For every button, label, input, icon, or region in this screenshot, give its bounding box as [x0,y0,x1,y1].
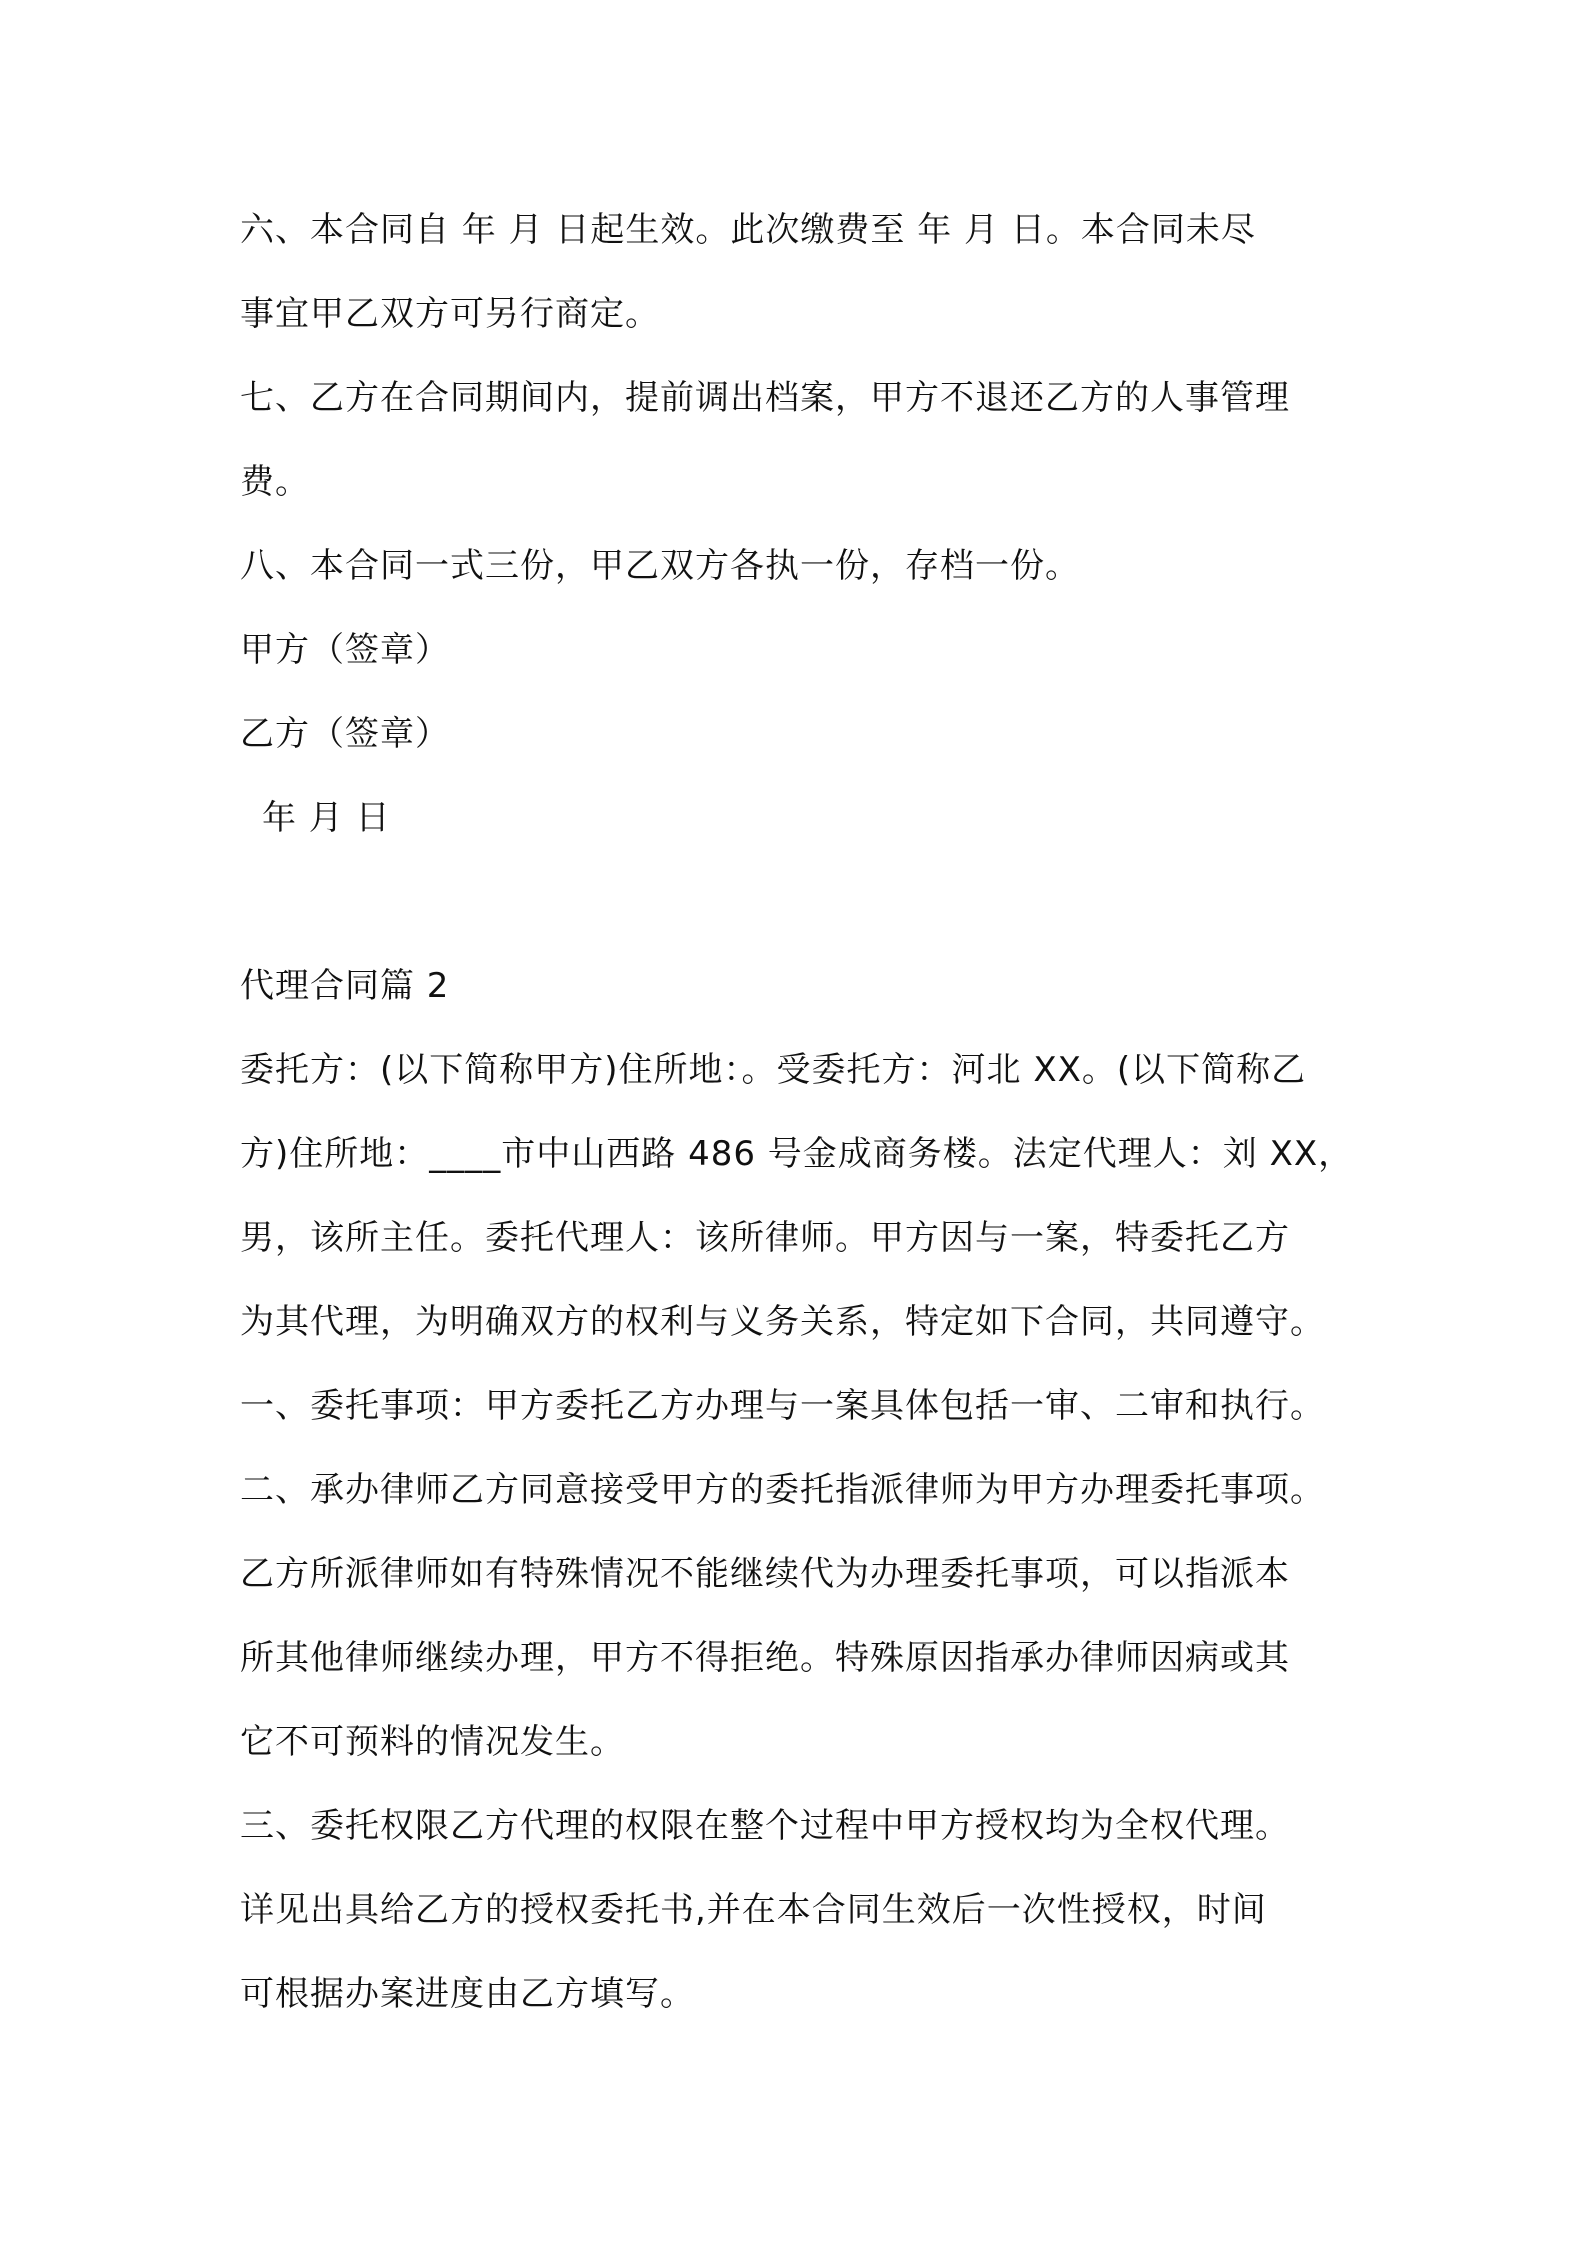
clause-1-line: 一、委托事项：甲方委托乙方办理与一案具体包括一审、二审和执行。 [240,1386,1325,1426]
paragraph-line: 委托方：(以下简称甲方)住所地：。受委托方：河北 XX。(以下简称乙 [240,1050,1307,1090]
clause-7-line-2: 费。 [240,462,310,502]
paragraph-line: 方)住所地：____市中山西路 486 号金成商务楼。法定代理人：刘 XX， [240,1134,1354,1174]
clause-3-line-3: 可根据办案进度由乙方填写。 [240,1974,695,2014]
clause-8-line: 八、本合同一式三份，甲乙双方各执一份，存档一份。 [240,546,1080,586]
paragraph-line: 为其代理，为明确双方的权利与义务关系，特定如下合同，共同遵守。 [240,1302,1325,1342]
clause-6-line-2: 事宜甲乙双方可另行商定。 [240,294,660,334]
clause-3-line-2: 详见出具给乙方的授权委托书,并在本合同生效后一次性授权，时间 [240,1890,1267,1930]
clause-6-line-1: 六、本合同自 年 月 日起生效。此次缴费至 年 月 日。本合同未尽 [240,210,1256,250]
signature-date: 年 月 日 [262,798,391,838]
clause-2-line-4: 它不可预料的情况发生。 [240,1722,625,1762]
clause-2-line-3: 所其他律师继续办理，甲方不得拒绝。特殊原因指承办律师因病或其 [240,1638,1290,1678]
clause-3-line-1: 三、委托权限乙方代理的权限在整个过程中甲方授权均为全权代理。 [240,1806,1290,1846]
clause-2-line-1: 二、承办律师乙方同意接受甲方的委托指派律师为甲方办理委托事项。 [240,1470,1325,1510]
clause-7-line-1: 七、乙方在合同期间内，提前调出档案，甲方不退还乙方的人事管理 [240,378,1290,418]
party-b-signature: 乙方（签章） [240,714,450,754]
paragraph-line: 男，该所主任。委托代理人：该所律师。甲方因与一案，特委托乙方 [240,1218,1290,1258]
party-a-signature: 甲方（签章） [240,630,450,670]
clause-2-line-2: 乙方所派律师如有特殊情况不能继续代为办理委托事项，可以指派本 [240,1554,1290,1594]
section-heading: 代理合同篇 2 [240,966,450,1006]
